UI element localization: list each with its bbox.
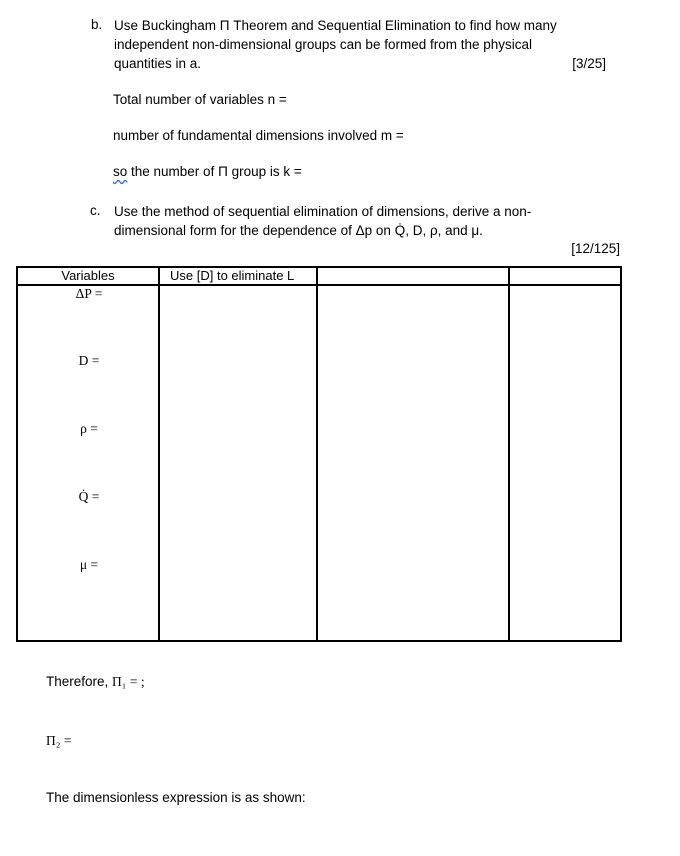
column-4-cell (509, 285, 621, 641)
part-b-line-1: Use Buckingham Π Theorem and Sequential Elimination to find how many (114, 18, 557, 33)
header-eliminate-l: Use [D] to eliminate L (159, 267, 317, 285)
header-column-3 (317, 267, 509, 285)
prompt-total-variables: Total number of variables n = (113, 92, 287, 107)
column-3-cell (317, 285, 509, 641)
therefore-line (46, 674, 145, 690)
part-b-marker: b. (91, 17, 103, 32)
header-column-4 (509, 267, 621, 285)
part-c-marks: [12/125] (571, 241, 620, 256)
part-b-question (114, 16, 604, 73)
part-b-line-3: quantities in a. (114, 56, 202, 71)
therefore-label: Therefore, (46, 674, 109, 689)
variable-q-dot: Q̇ = (78, 489, 100, 504)
part-c-line-2: dimensional form for the dependence of Δp on Q̇, D, ρ, and μ. (114, 223, 483, 238)
variable-rho: ρ = (80, 421, 98, 436)
prompt-fundamental-dimensions: number of fundamental dimensions involved m = (113, 128, 404, 143)
variables-cell (17, 285, 159, 641)
part-c-line-1: Use the method of sequential elimination of dimensions, derive a non- (114, 204, 532, 219)
prompt-pi-groups (113, 164, 302, 179)
elimination-table (16, 266, 622, 642)
part-b-line-2: independent non-dimensional groups can be formed from the physical (114, 37, 533, 52)
dimensionless-expression-text: The dimensionless expression is as shown: (46, 790, 306, 805)
spellcheck-word: so (113, 164, 128, 179)
table-body-row (17, 285, 621, 641)
variable-delta-p: ΔP = (75, 286, 103, 301)
pi-2-expression: Π₂ = (46, 733, 72, 748)
variable-mu: μ = (79, 557, 99, 572)
table-header-row (17, 267, 621, 285)
variable-d: D = (78, 353, 100, 368)
part-c-question (114, 202, 584, 240)
eliminate-l-cell (159, 285, 317, 641)
part-b-marks: [3/25] (572, 56, 606, 71)
prompt-pi-groups-rest: the number of Π group is k = (127, 164, 302, 179)
header-variables: Variables (17, 267, 159, 285)
part-c-marker: c. (90, 203, 101, 218)
pi-1-expression: Π₁ = ; (112, 674, 145, 689)
part-b-line-3-row (114, 54, 604, 73)
